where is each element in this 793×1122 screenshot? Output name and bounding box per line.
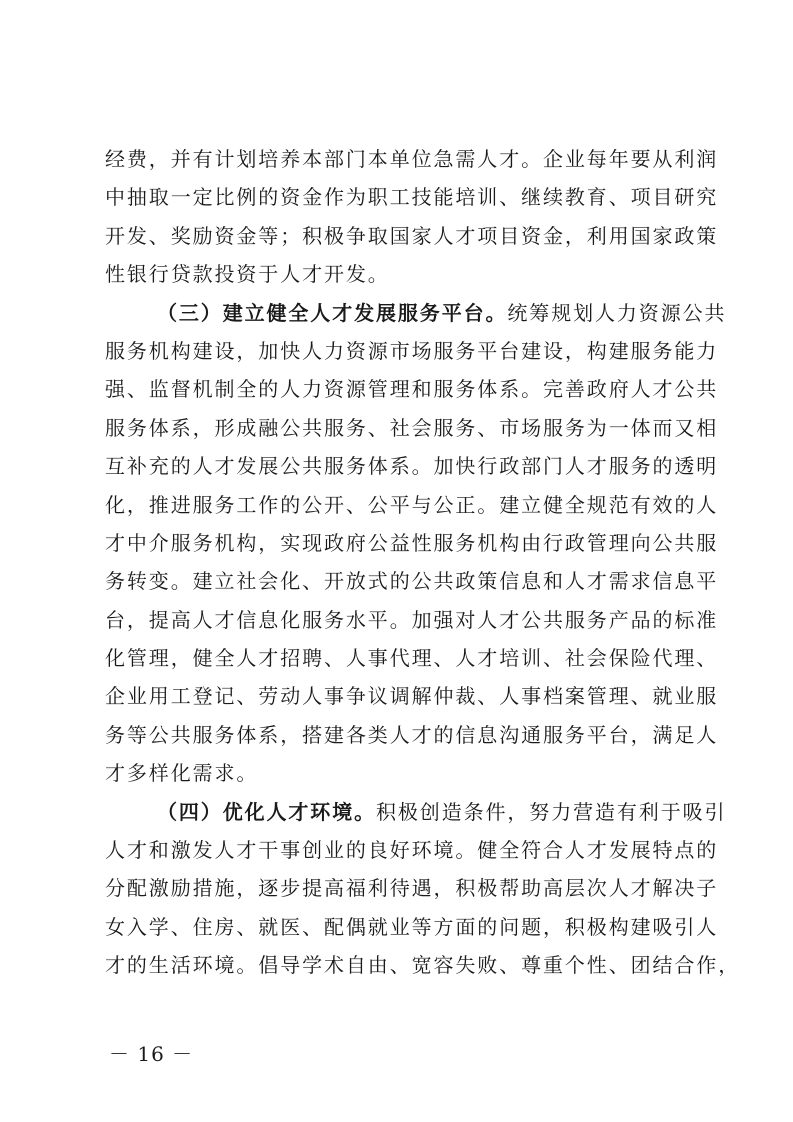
section-3-first-line-text: 统筹规划人力资源公共 xyxy=(507,300,727,325)
text-line: 互补充的人才发展公共服务体系。加快行政部门人才服务的透明 xyxy=(105,454,719,479)
text-line: 务转变。建立社会化、开放式的公共政策信息和人才需求信息平 xyxy=(105,569,719,594)
text-line: 人才和激发人才干事创业的良好环境。健全符合人才发展特点的 xyxy=(105,838,719,863)
page-number: － 16 － xyxy=(109,1042,194,1066)
section-4-paragraph xyxy=(105,793,741,985)
section-3-heading: （三）建立健全人才发展服务平台。 xyxy=(157,300,508,325)
section-4-heading: （四）优化人才环境。 xyxy=(157,799,376,824)
text-line: 务等公共服务体系，搭建各类人才的信息沟通服务平台，满足人 xyxy=(105,722,719,747)
text-line xyxy=(105,294,727,332)
text-line: 才中介服务机构，实现政府公益性服务机构由行政管理向公共服 xyxy=(105,530,719,555)
text-line: 才多样化需求。 xyxy=(105,761,259,786)
text-line xyxy=(105,793,727,831)
paragraph-1 xyxy=(105,140,719,294)
text-line: 开发、奖励资金等；积极争取国家人才项目资金，利用国家政策 xyxy=(105,223,719,248)
section-3-paragraph xyxy=(105,294,727,793)
text-line: 企业用工登记、劳动人事争议调解仲裁、人事档案管理、就业服 xyxy=(105,684,719,709)
text-line: 中抽取一定比例的资金作为职工技能培训、继续教育、项目研究 xyxy=(105,185,719,210)
text-line: 强、监督机制全的人力资源管理和服务体系。完善政府人才公共 xyxy=(105,377,719,402)
text-line: 台，提高人才信息化服务水平。加强对人才公共服务产品的标准 xyxy=(105,607,719,632)
text-line: 服务机构建设，加快人力资源市场服务平台建设，构建服务能力 xyxy=(105,338,719,363)
text-line: 性银行贷款投资于人才开发。 xyxy=(105,262,390,287)
section-4-first-line-text: 积极创造条件，努力营造有利于吸引 xyxy=(376,799,727,824)
text-line: 服务体系，形成融公共服务、社会服务、市场服务为一体而又相 xyxy=(105,415,719,440)
text-line: 经费，并有计划培养本部门本单位急需人才。企业每年要从利润 xyxy=(105,147,719,171)
text-line: 化管理，健全人才招聘、人事代理、人才培训、社会保险代理、 xyxy=(105,646,719,671)
document-body xyxy=(105,140,741,985)
text-line: 女入学、住房、就医、配偶就业等方面的问题，积极构建吸引人 xyxy=(105,914,719,939)
text-line: 分配激励措施，逐步提高福利待遇，积极帮助高层次人才解决子 xyxy=(105,876,719,901)
text-line: 才的生活环境。倡导学术自由、宽容失败、尊重个性、团结合作， xyxy=(105,953,741,978)
text-line: 化，推进服务工作的公开、公平与公正。建立健全规范有效的人 xyxy=(105,492,719,517)
